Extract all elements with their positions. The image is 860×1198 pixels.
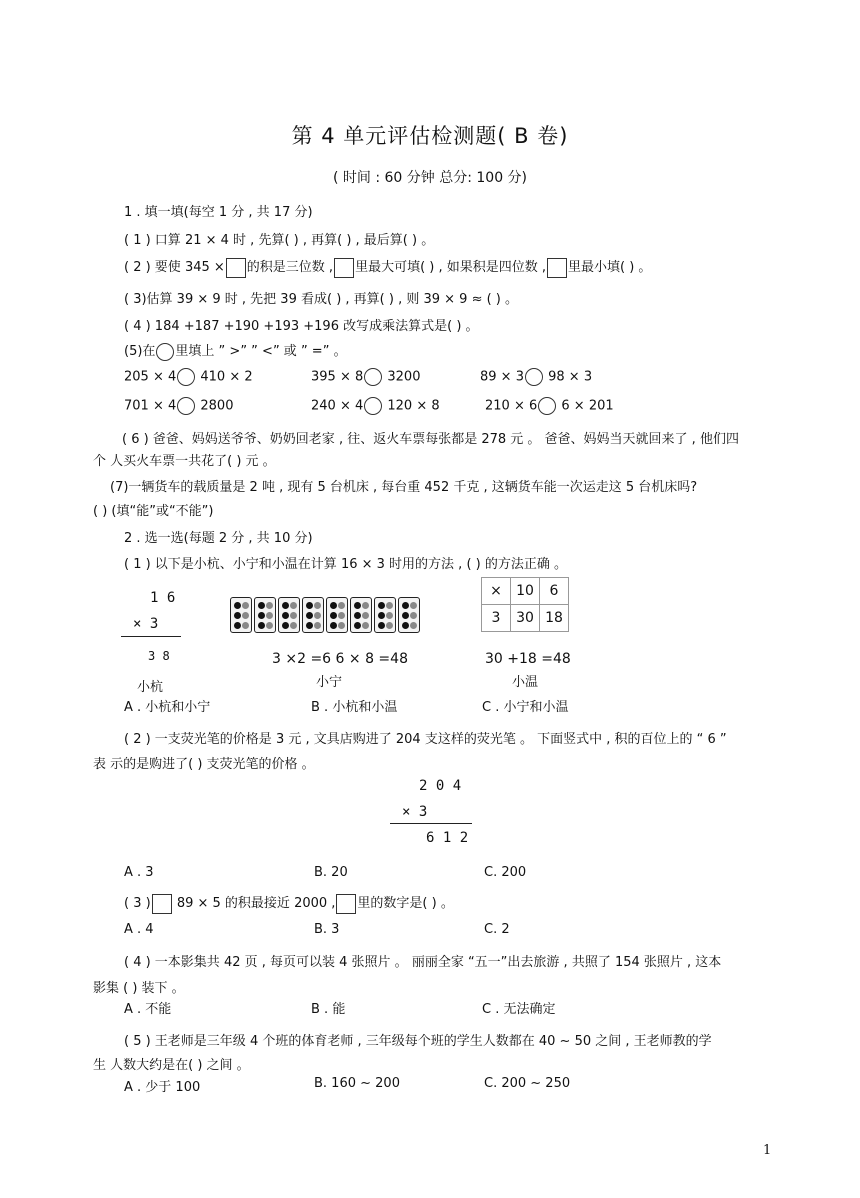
xiaowen-expr: 30 +18 =48: [485, 651, 571, 667]
s1-q4: ( 4 ) 184 +187 +190 +193 +196 改写成乘法算式是( ) 。: [124, 319, 479, 334]
page-title: 第 4 单元评估检测题( B 卷): [291, 124, 569, 148]
compare-item: 701 × 4 2800: [124, 398, 234, 414]
s2-q2-line1: ( 2 ) 一支荧光笔的价格是 3 元 , 文具店购进了 204 支这样的荧光笔 。 下面竖式中 , 积的百位上的 “ 6 ”: [124, 732, 727, 747]
s1-q2: [124, 256, 651, 278]
s2-q4-line1: ( 4 ) 一本影集共 42 页 , 每页可以装 4 张照片 。 丽丽全家 “五一”出去旅游 , 共照了 154 张照片 , 这本: [124, 955, 722, 970]
page-subtitle: ( 时间 : 60 分钟 总分: 100 分): [332, 170, 528, 186]
s2-q2-option-b: B. 20: [314, 865, 348, 880]
s2-q3-part-a: ( 3 ): [124, 896, 151, 911]
vertical-top: 2 0 4: [419, 778, 462, 794]
s2-q1-option-b: B . 小杭和小温: [311, 700, 398, 715]
s1-q2-part-d: 里最小填( ) 。: [568, 260, 652, 275]
s2-q3-option-a: A . 4: [124, 922, 154, 937]
s2-q5-option-b: B. 160 ~ 200: [314, 1076, 400, 1091]
dice-group: [230, 597, 420, 633]
die-icon: [374, 597, 396, 633]
compare-item: 210 × 6 6 × 201: [485, 398, 614, 414]
die-icon: [326, 597, 348, 633]
blank-box: [226, 258, 246, 278]
xiaowen-name: 小温: [512, 675, 539, 690]
die-icon: [398, 597, 420, 633]
xiaoning-expr: 3 ×2 =6 6 × 8 =48: [272, 651, 408, 667]
s1-q3: ( 3)估算 39 × 9 时 , 先把 39 看成( ) , 再算( ) , 则 39 × 9 ≈ ( ) 。: [124, 292, 518, 307]
section2-heading: 2 . 选一选(每题 2 分 , 共 10 分): [124, 531, 313, 546]
s1-q2-part-c: 里最大可填( ) , 如果积是四位数 ,: [355, 260, 547, 275]
compare-item: 240 × 4 120 × 8: [311, 398, 440, 414]
compare-item: 205 × 4 410 × 2: [124, 369, 253, 385]
s1-q5: [124, 340, 347, 361]
s2-q5-option-a: A . 少于 100: [124, 1080, 201, 1095]
xiaowen-grid: × 10 6 3 30 18: [481, 577, 569, 632]
s2-q3-part-b: 89 × 5 的积最接近 2000 ,: [176, 896, 336, 911]
s2-q3-option-c: C. 2: [484, 922, 510, 937]
die-icon: [302, 597, 324, 633]
s1-q6-line1: ( 6 ) 爸爸、妈妈送爷爷、奶奶回老家 , 往、返火车票每张都是 278 元 。 爸爸、妈妈当天就回来了 , 他们四: [122, 432, 739, 447]
s2-q2-option-a: A . 3: [124, 865, 154, 880]
blank-box: [336, 894, 356, 914]
vertical-result: 6 1 2: [426, 830, 469, 846]
s1-q2-part-a: ( 2 ) 要使 345 ×: [124, 260, 225, 275]
compare-item: 89 × 3 98 × 3: [480, 369, 593, 385]
xiaohang-rule: [121, 636, 181, 637]
s2-q3-part-c: 里的数字是( ) 。: [357, 896, 454, 911]
blank-box: [152, 894, 172, 914]
s2-q5-line2: 生 人数大约是在( ) 之间 。: [93, 1058, 250, 1073]
die-icon: [230, 597, 252, 633]
s1-q6-line2: 个 人买火车票一共花了( ) 元 。: [93, 454, 276, 469]
s1-q7-line2: ( ) (填“能”或“不能”): [93, 504, 214, 519]
section1-heading: 1 . 填一填(每空 1 分 , 共 17 分): [124, 205, 313, 220]
blank-box: [547, 258, 567, 278]
s2-q3-option-b: B. 3: [314, 922, 340, 937]
s2-q2-line2: 表 示的是购进了( ) 支荧光笔的价格 。: [93, 757, 315, 772]
s2-q2-option-c: C. 200: [484, 865, 527, 880]
s1-q7-line1: (7)一辆货车的载质量是 2 吨 , 现有 5 台机床 , 每台重 452 千克 , 这辆货车能一次运走这 5 台机床吗?: [110, 480, 698, 495]
s2-q4-option-c: C . 无法确定: [482, 1002, 556, 1017]
compare-item: 395 × 8 3200: [311, 369, 421, 385]
xiaohang-mult: × 3: [133, 616, 159, 632]
die-icon: [254, 597, 276, 633]
xiaohang-result: 3 8: [148, 649, 170, 663]
xiaohang-name: 小杭: [137, 680, 164, 695]
die-icon: [350, 597, 372, 633]
s1-q1: ( 1 ) 口算 21 × 4 时 , 先算( ) , 再算( ) , 最后算( ) 。: [124, 233, 435, 248]
blank-box: [334, 258, 354, 278]
s1-q5-part-a: (5)在: [124, 344, 156, 359]
s2-q3: [124, 892, 454, 914]
s2-q1-option-c: C . 小宁和小温: [482, 700, 569, 715]
xiaohang-top: 1 6: [150, 590, 176, 606]
xiaoning-name: 小宁: [316, 675, 343, 690]
vertical-rule: [390, 823, 472, 824]
blank-circle: [156, 343, 174, 361]
s2-q5-line1: ( 5 ) 王老师是三年级 4 个班的体育老师 , 三年级每个班的学生人数都在 40 ~ 50 之间 , 王老师教的学: [124, 1034, 712, 1049]
s2-q1-option-a: A . 小杭和小宁: [124, 700, 211, 715]
s2-q1: ( 1 ) 以下是小杭、小宁和小温在计算 16 × 3 时用的方法 , ( ) 的方法正确 。: [124, 557, 567, 572]
s2-q4-option-a: A . 不能: [124, 1002, 172, 1017]
s1-q5-part-b: 里填上 ” >” ” <” 或 ” =” 。: [175, 344, 347, 359]
s2-q4-line2: 影集 ( ) 装下 。: [93, 981, 185, 996]
s2-q5-option-c: C. 200 ~ 250: [484, 1076, 571, 1091]
s2-q4-option-b: B . 能: [311, 1002, 346, 1017]
vertical-mult: × 3: [402, 804, 428, 820]
die-icon: [278, 597, 300, 633]
s1-q2-part-b: 的积是三位数 ,: [246, 260, 334, 275]
page-number: 1: [763, 1143, 772, 1158]
